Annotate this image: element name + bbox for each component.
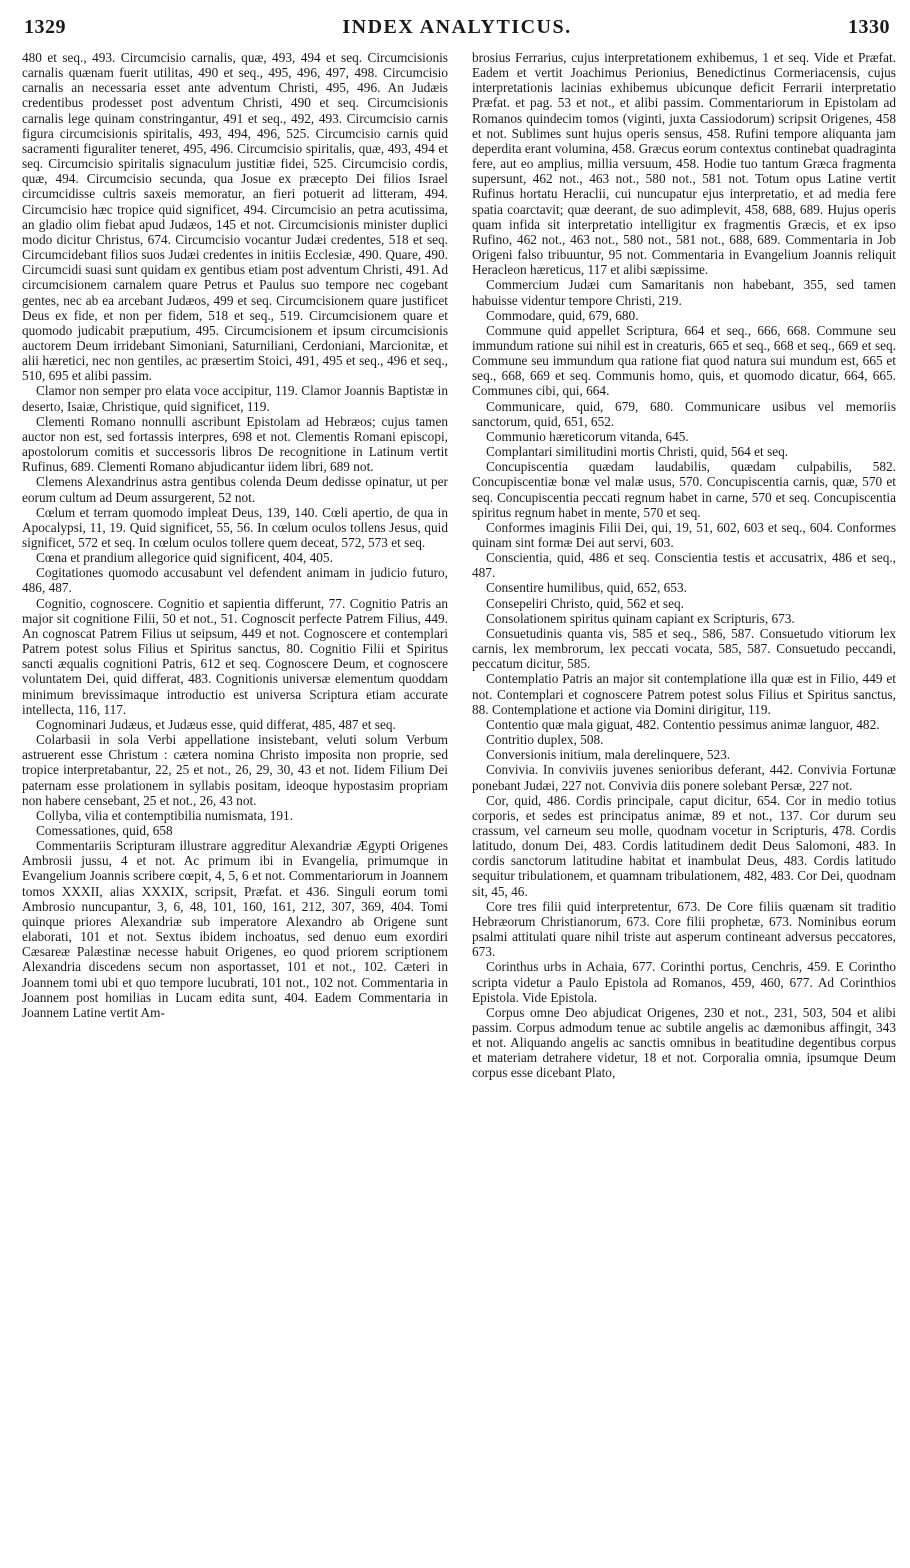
index-entry: Contritio duplex, 508. [486, 732, 604, 748]
page-title: INDEX ANALYTICUS. [342, 16, 572, 38]
index-entry: Convivia. In conviviis juvenes senioribus deferant, 442. Convivia Fortunæ ponebant Judæi, 227 not. Convivia diis ponere solebant Persæ, 227 not. [472, 762, 896, 793]
index-entry: Consepeliri Christo, quid, 562 et seq. [486, 595, 684, 611]
index-entry: Concupiscentia quædam laudabilis, quædam culpabilis, 582. Concupiscentiæ bonæ vel malæ usus, 570. Concupiscentia carnis, quæ, 570 et seq. Concupiscentia peccati regnum habet in carne, 570 et seq. Concupiscentia spiritus regnum habet in mente, 570 et seq. [472, 459, 896, 520]
index-entry: Complantari similitudini mortis Christi, quid, 564 et seq. [486, 444, 789, 460]
index-entry: Cogitationes quomodo accusabunt vel defendent animam in judicio futuro, 486, 487. [22, 565, 448, 596]
index-entry: Contentio quæ mala giguat, 482. Contentio pessimus animæ languor, 482. [486, 716, 880, 732]
index-entry: Cognominari Judæus, et Judæus esse, quid differat, 485, 487 et seq. [36, 716, 396, 732]
page-header [24, 12, 890, 46]
index-entry: Cœlum et terram quomodo impleat Deus, 139, 140. Cœli apertio, de qua in Apocalypsi, 11, 19. Quid significet, 55, 56. In cœlum oculos tollens Jesus, quid significet, 572 et seq. In cœlum oculos tollere quem deceat, 572, 573 et seq. [22, 504, 448, 550]
index-entry: Clemens Alexandrinus astra gentibus colenda Deum dedisse opinatur, ut per eorum cultum ad Deum assurgerent, 52 not. [22, 474, 448, 505]
right-column [472, 50, 896, 1550]
index-entry: Consentire humilibus, quid, 652, 653. [486, 580, 687, 596]
index-entry: Core tres filii quid interpretentur, 673. De Core filiis quænam sit traditio Hebræorum Christianorum, 673. Core filii prophetæ, 673. Nominibus eorum psalmi attitulati quare nihil triste aut asperum contineant adversus peccatores, 673. [472, 898, 896, 960]
index-entry: Conformes imaginis Filii Dei, qui, 19, 51, 602, 603 et seq., 604. Conformes quinam sint formæ Dei aut servi, 603. [472, 519, 896, 550]
left-column [22, 50, 448, 1550]
index-entry: Commentariis Scripturam illustrare aggreditur Alexandriæ Ægypti Origenes Ambrosii jussu, 4 et not. Ac primum ibi in Evangelia, primumque in Evangelium Joannis scribere cœpit, 4, 5, 6 et not. Commentariorum in Joannem tomos XXXII, alias XXXIX, scripsit, Præfat. et 436. Singuli eorum tomi Ambrosio nuncupantur, 3, 6, 48, 101, 160, 161, 212, 307, 369, 404. Tomi quinque priores Alexandriæ sub imperatore Alexandro ab Origene sunt elaborati, 101 et not. Sextus ibidem inchoatus, sed denuo eum exordiri Cæsareæ Palæstinæ necesse habuit Origenes, eo quod priorem scriptionem Alexandria discedens secum non asportasset, 101 et not., 102. Cæteri in Joannem tomi ubi et quo tempore lucubrati, 101 not., 102 not. Commentaria in Joannem post homilias in Lucam edita sunt, 404. Eadem Commentaria in Joannem Latine vertit Am- [22, 838, 448, 1020]
index-entry: 480 et seq., 493. Circumcisio carnalis, quæ, 493, 494 et seq. Circumcisionis carnalis quænam fuerit utilitas, 490 et seq., 495, 496, 497, 498. Circumcisio carnalis an necessaria esset ante adventum Christi, 495, 496. An Judæis credentibus prodesset post adventum Christi, 490 et seq. Circumcisionis carnalis lege quinam constringantur, 491 et seq., 492, 493. Circumcisio carnis figura circumcisionis spiritalis, 493, 494, 496, 525. Circumcisio carnis quid sacramenti figuraliter teneret, 495, 496. Circumcisio spiritalis, quæ, 493, 494 et seq. Circumcisio spiritalis signaculum justitiæ fidei, 525. Circumcisio cordis, quæ, 494. Circumcisio secunda, qua Josue ex præcepto Dei filios Israel circumcidisse cultris saxeis memoratur, an fieri potuerit ad litteram, 494. Circumcisio hæc tropice quid significet, 494. Circumcisio an petra acutissima, an gladio olim fiebat apud Judæos, 145 et not. Circumcisionis minister duplici modo dicitur Christus, 674. Circumcisio vocantur Judæi credentes, 518 et seq. Circumcidebant filios suos Judæi credentes in initiis Ecclesiæ, 490. Quare, 490. Circumcidi suasi sunt quidam ex gentibus etiam post adventum Christi, 491. Ad circumcisionem carnalem quare Petrus et Paulus suo tempore nec cogebant gentes, nec ab ea arcebant Judæos, 499 et seq. Circumcisionem quare justificet Deus ex fide, et non per fidem, 518 et seq., 519. Circumcisionem quare et quomodo judicabit præputium, 495. Circumcisionem et ipsum circumcisionis auctorem Deum irridebant Simoniani, Saturniliani, Cerdoniani, Marcionitæ, et alii hæretici, nec non gentiles, ac præsertim Stoici, 491, 495 et seq., 496 et seq., 510, 695 et alibi passim. [22, 50, 448, 384]
index-entry: Colarbasii in sola Verbi appellatione insistebant, veluti solum Verbum astruerent esse Christum : cætera nomina Christo imposita non proprie, sed tropice interpretabantur, 22, 25 et not., 26, 29, 30, 43 et not. Iidem Filium Dei paternam esse prolationem in syllabis positam, ideoque hypostasim propriam non habere censebant, 25 et not., 26, 43 not. [22, 732, 448, 808]
index-entry: Conscientia, quid, 486 et seq. Conscientia testis et accusatrix, 486 et seq., 487. [472, 550, 896, 581]
index-entry: Cognitio, cognoscere. Cognitio et sapientia differunt, 77. Cognitio Patris an major sit cognitione Filii, 50 et not., 51. Cognoscit perfecte Patrem Filius, 449. An cognoscat Patrem Filius ut seipsum, 449 et not. Cognoscere et contemplari Patrem potest solus Filius et Spiritus sanctus, 80. Cognitio Filii et Spiritus sancti æqualis cognitioni Patris, 612 et seq. Cognoscere Deum, et cognoscere voluntatem Dei, quid differat, 483. Cognitionis universæ elementum quoddam minimum brevissimaque introductio est universa Scriptura etiam accurate intellecta, 116, 117. [22, 595, 448, 717]
index-entry: Consuetudinis quanta vis, 585 et seq., 586, 587. Consuetudo vitiorum lex carnis, lex membrorum, lex peccati vocata, 585, 587. Consuetudo peccandi, peccatum dicitur, 585. [472, 625, 896, 672]
index-entry: Communicare, quid, 679, 680. Communicare usibus vel memoriis sanctorum, quid, 651, 652. [472, 398, 896, 429]
index-entry: Comessationes, quid, 658 [36, 822, 173, 838]
index-entry: brosius Ferrarius, cujus interpretationem exhibemus, 1 et seq. Vide et Præfat. Eadem et vertit Joachimus Perionius, Benedictinus Cormeriacensis, cujus interpretationis lacinias exhibemus ubicunque deficit Ferrarii interpretatio Præfat. et pag. 53 et not., et alibi passim. Commentariorum in Epistolam ad Romanos quindecim tomos (viginti, juxta Cassiodorum) scripsit Origenes, 458 et not. Sublimes sunt hujus operis sensus, 458. Rufini tempore aliquanta jam deperdita erant volumina, 458. Græcus eorum contextus continebat quadraginta fere, aut eo amplius, millia versuum, 458. Hodie tuo tantum Græca fragmenta supersunt, 462 not., 463 not., 580 not., 581 not. Totum opus Latine vertit Rufinus hortatu Heraclii, cui nuncupatur ejus interpretatio, et ad media fere spatia coarctavit; quæ deerant, de suo adimplevit, 458, 688, 689. Hujus operis quam infida sit interpretatio intelligitur ex fragmentis Græcis, et ex ipso Rufino, 462 not., 463 not., 580 not., 581 not., 688, 689. Commentaria in Job Origeni falso tribuuntur, 95 not. Commentaria in Evangelium Joannis reliquit Heracleon hæreticus, 117 et alibi sæpissime. [472, 50, 896, 278]
index-entry: Cœna et prandium allegorice quid significent, 404, 405. [36, 550, 333, 566]
index-entry: Communio hæreticorum vitanda, 645. [486, 428, 689, 444]
page-number-left: 1329 [24, 16, 66, 38]
index-entry: Corpus omne Deo abjudicat Origenes, 230 et not., 231, 503, 504 et alibi passim. Corpus admodum tenue ac subtile angelis ac dæmonibus affingit, 343 et not. Aliquando angelis ac sanctis omnibus in beatitudine degentibus corpus et materiam detrahere videtur, 18 et not. Corporalia omnia, ipsumque Deum corpus esse dicebant Plato, [472, 1004, 896, 1081]
index-entry: Corinthus urbs in Achaia, 677. Corinthi portus, Cenchris, 459. E Corintho scripta videtur a Paulo Epistola ad Romanos, 459, 460, 677. Ad Corinthios Epistola. Vide Epistola. [472, 959, 896, 1005]
index-entry: Cor, quid, 486. Cordis principale, caput dicitur, 654. Cor in medio totius corporis, et sedes est principatus animæ, 89 et not., 137. Cor durum seu crassum, vel carneum seu molle, quodnam vocetur in Scripturis, 478. Cordis latitudo, donum Dei, 483. Cordis latitudinem dedit Deus Salomoni, 483. In cordis sanctorum latitudine habitat et inambulat Deus, 483. Cordis latitudo sequitur tribulationem, et quamnam tribulationem, 482, 483. Cor Dei, quodnam sit, 45, 46. [472, 792, 896, 899]
index-entry: Contemplatio Patris an major sit contemplatione illa quæ est in Filio, 449 et not. Contemplari et cognoscere Patrem potest solus Filius et Spiritus sanctus, 88. Contemplatione et actione via Domini dirigitur, 119. [472, 671, 896, 717]
index-entry: Commune quid appellet Scriptura, 664 et seq., 666, 668. Commune seu immundum ratione sui nihil est in creaturis, 665 et seq., 668 et seq., 669 et seq. Commune seu immundum qua ratione fiat quod natura sui mundum est, 665 et seq., 668, 669 et seq. Communis homo, quis, et quomodo dicatur, 664, 665. Communes cibi, qui, 664. [472, 322, 896, 399]
page-number-right: 1330 [848, 16, 890, 38]
index-entry: Commodare, quid, 679, 680. [486, 307, 639, 323]
index-entry: Collyba, vilia et contemptibilia numismata, 191. [36, 807, 294, 823]
index-entry: Consolationem spiritus quinam capiant ex Scripturis, 673. [486, 610, 795, 626]
index-entry: Clamor non semper pro elata voce accipitur, 119. Clamor Joannis Baptistæ in deserto, Isaiæ, Christique, quid significet, 119. [22, 383, 448, 414]
index-entry: Clementi Romano nonnulli ascribunt Epistolam ad Hebræos; cujus tamen auctor non est, sed fortassis interpres, 698 et not. Clementis Romani episcopi, apostolorum comitis et successoris libros De recognitione in Latinum vertit Rufinus, 689. Clementi Romano abjudicantur iidem libri, 689 not. [22, 413, 448, 475]
index-entry: Commercium Judæi cum Samaritanis non habebant, 355, sed tamen habuisse videntur tempore Christi, 219. [472, 277, 896, 308]
index-entry: Conversionis initium, mala derelinquere, 523. [486, 747, 731, 763]
